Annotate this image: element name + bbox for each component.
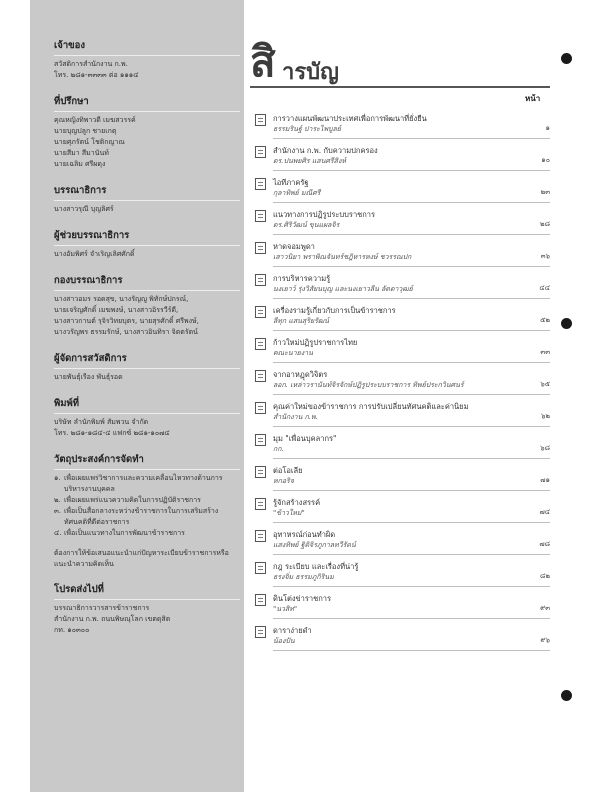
- binder-hole-top: [561, 53, 572, 64]
- objective-text: เพื่อเป็นแนวทางในการพัฒนาข้าราชการ: [64, 529, 185, 537]
- toc-entry-author: เสาวนิยา พราพิณจันทร์ชฎิหารหงษ์ ชวรรณปก: [273, 253, 412, 261]
- document-icon: [255, 274, 266, 286]
- document-icon: [255, 306, 266, 318]
- toc-entry: [255, 497, 550, 523]
- toc-entry-divider: [273, 266, 550, 267]
- toc-entry-title: คุณค่าใหม่ของข้าราชการ การปรับเปลี่ยนทัศนคติและค่านิยม: [273, 402, 469, 411]
- masthead-line: นายสีมา สีมานันท์: [54, 149, 109, 157]
- masthead-section-title: บรรณาธิการ: [54, 183, 240, 201]
- toc-entry-title: ดินโต่งข่าราชการ: [273, 594, 332, 603]
- toc-entry-author: ดร.ศิริวัฒน์ ขุนแผลจิร: [273, 221, 340, 229]
- toc-entry-author: นงเยาว์ รุ่งวิสัยนบุญ และนงเยาวลีน ลัดดาวุฒย์: [273, 285, 413, 293]
- masthead-section: [54, 228, 240, 260]
- objective-number: ๑.: [54, 474, 61, 482]
- toc-entry: [255, 465, 550, 491]
- page-title: [250, 37, 450, 86]
- document-icon: [255, 434, 266, 446]
- toc-entry-page: ๒๓: [540, 188, 550, 196]
- toc-entry-author: "นวสิท": [273, 605, 298, 613]
- title-initial: สิ: [250, 37, 276, 86]
- toc-entry-divider: [273, 554, 550, 555]
- masthead-line: บริษัท ลำนักพิมพ์ สัมพวน จำกัด: [54, 418, 149, 426]
- masthead-line: โทร. ๒๘๑-๑๘๔-๔ แฟกซ์ ๒๘๑-๑๐๗๔: [54, 429, 170, 437]
- document-icon: [255, 530, 266, 542]
- toc-entry-divider: [273, 234, 550, 235]
- masthead-section: [54, 273, 240, 338]
- document-icon: [255, 114, 266, 126]
- toc-entry-author: ธรงจิ่ม ธรรมภูกิรินม: [273, 573, 334, 581]
- toc-entry-title: มุม "เพื่อนบุคลากร": [273, 434, 337, 443]
- toc-entry-title: เครื่องรามรู้เกี่ยวกับการเป็นข้าราชการ: [273, 306, 396, 315]
- toc-entry-title: แนวทางการปฏิรูประบบราชการ: [273, 210, 376, 219]
- masthead-line: สวัสดิการสำนักงาน ก.พ.: [54, 60, 128, 68]
- toc-entry-divider: [273, 298, 550, 299]
- objectives-section: [54, 452, 240, 539]
- toc-entry-page: ๗๑: [540, 476, 550, 484]
- toc-entry: [255, 177, 550, 203]
- toc-entry-author: ธรรมรินฐ์ ปาระไพบูลย์: [273, 125, 341, 133]
- masthead-line: นางสาวกานต์ รุจิรวิทยบุตร, นายสุรศักดิ์ ศรีพงษ์,: [54, 317, 199, 325]
- objective-number: ๒.: [54, 496, 61, 504]
- toc-entry-author: ดร.ปนพยศิร แสนศรีสิงห์: [273, 157, 346, 165]
- toc-entry-divider: [273, 490, 550, 491]
- masthead-sidebar: [30, 0, 244, 792]
- masthead-line: นายพันธุ์เรือง พันธุ์รอด: [54, 373, 123, 381]
- mailing-title: โปรดส่งไปที่: [54, 582, 240, 600]
- toc-entry-author: กุลาทิพย์ มณีศรี: [273, 189, 321, 197]
- objective-item: [54, 506, 240, 528]
- masthead-section-title: เจ้าของ: [54, 38, 240, 56]
- toc-entry-title: การวางแผนพัฒนาประเทศเพื่อการพัฒนาที่ยั่งยืน: [273, 114, 427, 123]
- masthead-section: [54, 396, 240, 439]
- toc-entry-divider: [273, 426, 550, 427]
- mailing-section: [54, 582, 240, 636]
- toc-entry-divider: [273, 202, 550, 203]
- toc-entry: [255, 337, 550, 363]
- toc-entry-title: ต่อโอเลีย: [273, 466, 303, 475]
- toc-entry-divider: [273, 138, 550, 139]
- masthead-section-title: พิมพ์ที่: [54, 396, 240, 414]
- toc-entry-title: จากอาหฏุดวิจิตร: [273, 370, 328, 379]
- objective-item: [54, 473, 240, 495]
- objectives-title: วัตถุประสงค์การจัดทำ: [54, 452, 240, 470]
- toc-entry-page: ๗๘: [539, 540, 550, 548]
- toc-entry: [255, 113, 550, 139]
- masthead-line: โทร. ๒๘๑-๓๓๓๓ ต่อ ๑๑๑๔: [54, 71, 139, 79]
- document-icon: [255, 178, 266, 190]
- mailing-line: สำนักงาน ก.พ. ถนนพิษณุโลก เขตดุสิต: [54, 615, 171, 623]
- toc-entry-author: "ข้าวใหม่": [273, 509, 305, 517]
- toc-entry-page: ๙๓: [540, 604, 550, 612]
- toc-entry: [255, 209, 550, 235]
- toc-entry-page: ๗๔: [539, 508, 550, 516]
- mailing-line: กท. ๑๐๓๐๐: [54, 626, 90, 634]
- masthead-line: คุณหญิงทิพาวดี เมฆสวรรค์: [54, 116, 136, 124]
- toc-entry: [255, 305, 550, 331]
- toc-entry-page: ๓๖: [540, 252, 550, 260]
- toc-entry-title: การบริหารความรู้: [273, 274, 331, 283]
- document-icon: [255, 242, 266, 254]
- masthead-section-title: ผู้ช่วยบรรณาธิการ: [54, 228, 240, 246]
- masthead-section: [54, 94, 240, 170]
- objective-text: เพื่อเป็นสื่อกลางระหว่างข้าราชการในการเสริมสร้างทัศนคติที่ดีต่อราชการ: [64, 507, 219, 526]
- document-icon: [255, 498, 266, 510]
- table-of-contents: [255, 113, 550, 657]
- page-column-label: หน้า: [525, 94, 541, 103]
- toc-entry-author: กก.: [273, 445, 284, 453]
- toc-entry-divider: [273, 650, 550, 651]
- toc-entry-divider: [273, 458, 550, 459]
- toc-entry-title: สำนักงาน ก.พ. กับความปกครอง: [273, 146, 378, 155]
- toc-entry-title: รู้จักสร้างสรรค์: [273, 498, 321, 507]
- toc-entry: [255, 145, 550, 171]
- binder-hole-middle: [561, 318, 572, 329]
- toc-entry: [255, 241, 550, 267]
- toc-entry-title: ก้าวใหม่ปฏิรูปราชการไทย: [273, 338, 358, 347]
- toc-entry-author: ลีทุก แสนสุริยรัฒน์: [273, 317, 329, 325]
- toc-entry: [255, 561, 550, 587]
- toc-entry-page: ๑: [545, 124, 550, 132]
- masthead-line: นางสาวรุณี บุญลิศร์: [54, 205, 114, 213]
- document-icon: [255, 402, 266, 414]
- toc-entry-page: ๕๒: [540, 316, 550, 324]
- toc-entry-page: ๖๕: [540, 380, 550, 388]
- toc-entry-divider: [273, 618, 550, 619]
- masthead-line: นางสาวอมร รอดสุข, นางรัญญู พิทักษ์ปกรณ์,: [54, 295, 189, 303]
- document-icon: [255, 594, 266, 606]
- toc-entry-divider: [273, 362, 550, 363]
- objective-item: [54, 528, 240, 539]
- toc-entry-page: ๓๓: [540, 348, 550, 356]
- toc-entry-author: หกอริจ: [273, 477, 294, 485]
- masthead-line: นายเจริญศักดิ์ เมฆพงษ์, นางสาวอิรรวีร์ดี,: [54, 306, 179, 314]
- document-icon: [255, 466, 266, 478]
- toc-entry-author: ลอก. เหล่าวรานันท์จิรจักษ์ปฏิรูประบบราชการ ทิพย์ประกวินศนร์: [273, 381, 464, 389]
- objective-number: ๔.: [54, 529, 62, 537]
- toc-entry: [255, 273, 550, 299]
- document-icon: [255, 146, 266, 158]
- toc-entry-divider: [273, 522, 550, 523]
- toc-entry-page: ๘๒: [539, 572, 550, 580]
- masthead-line: นางอัมพิศร์ จำเริญเลิศศักดิ์: [54, 250, 135, 258]
- toc-entry: [255, 529, 550, 555]
- toc-entry-author: คณะนายงาน: [273, 349, 313, 357]
- toc-entry-page: ๙๖: [540, 636, 550, 644]
- contact-note: ต้องการให้ข้อเสนอแนะนำแก่ปัญหาระเบียบข้าราชการหรือแนะนำความคิดเห็น: [54, 549, 229, 568]
- toc-entry-title: ไอทีภาครัฐ: [273, 178, 309, 187]
- objective-number: ๓.: [54, 507, 62, 515]
- masthead-line: นายศุภรัตน์ โชติกญาณ: [54, 138, 125, 146]
- masthead-line: นายบุญปลูก ชายเกตุ: [54, 127, 117, 135]
- mailing-line: บรรณาธิการวารสารข้าราชการ: [54, 604, 150, 612]
- toc-entry: [255, 369, 550, 395]
- toc-entry-page: ๒๘: [539, 220, 550, 228]
- toc-entry-author: สำนักงาน ก.พ.: [273, 413, 318, 421]
- toc-entry-divider: [273, 586, 550, 587]
- toc-entry: [255, 593, 550, 619]
- toc-entry-page: ๖๒: [540, 412, 550, 420]
- toc-entry-divider: [273, 394, 550, 395]
- toc-entry-author: น้องปัน: [273, 637, 295, 645]
- document-icon: [255, 626, 266, 638]
- toc-entry-title: กฎ ระเบียบ และเรื่องที่น่ารู้: [273, 562, 359, 571]
- toc-entry: [255, 401, 550, 427]
- objective-item: [54, 495, 240, 506]
- toc-entry-title: หาดจอมพูดา: [273, 242, 315, 251]
- document-icon: [255, 210, 266, 222]
- toc-entry-divider: [273, 170, 550, 171]
- toc-entry-divider: [273, 330, 550, 331]
- masthead-section: [54, 183, 240, 215]
- toc-entry-page: ๑๐: [541, 156, 550, 164]
- objective-text: เพื่อเผยแพร่แนวความคิดในการปฏิบัติราชการ: [64, 496, 201, 504]
- toc-entry-page: ๔๔: [539, 284, 550, 292]
- masthead-section-title: ที่ปรึกษา: [54, 94, 240, 112]
- masthead-content: [54, 38, 240, 649]
- document-icon: [255, 562, 266, 574]
- masthead-line: นางวรัญพร ธรรมรักษ์, นางสาวอินทิรา จิตตรัตน์: [54, 328, 198, 336]
- toc-entry-page: ๖๘: [540, 444, 550, 452]
- title-underline: [250, 86, 550, 88]
- masthead-line: นายเฉลิม ศรีผดุง: [54, 160, 106, 168]
- toc-entry-author: แสงทิพย์ ฐิติจิรภูกาลทวีรัตน์: [273, 541, 356, 549]
- binder-hole-bottom: [561, 690, 572, 701]
- toc-entry-title: ดาราง่ายดำ: [273, 626, 312, 635]
- document-icon: [255, 370, 266, 382]
- masthead-section: [54, 38, 240, 81]
- document-icon: [255, 338, 266, 350]
- masthead-section-title: กองบรรณาธิการ: [54, 273, 240, 291]
- objective-text: เพื่อเผยแพร่วิชาการและความเคลื่อนไหวทางด้านการบริหารงานบุคคล: [64, 474, 223, 493]
- toc-entry: [255, 433, 550, 459]
- title-rest: ารบัญ: [282, 60, 339, 85]
- toc-entry-title: อุทาหรณ์ก่อนทำผิด: [273, 530, 336, 539]
- masthead-section: [54, 351, 240, 383]
- masthead-section-title: ผู้จัดการสวัสดิการ: [54, 351, 240, 369]
- toc-entry: [255, 625, 550, 651]
